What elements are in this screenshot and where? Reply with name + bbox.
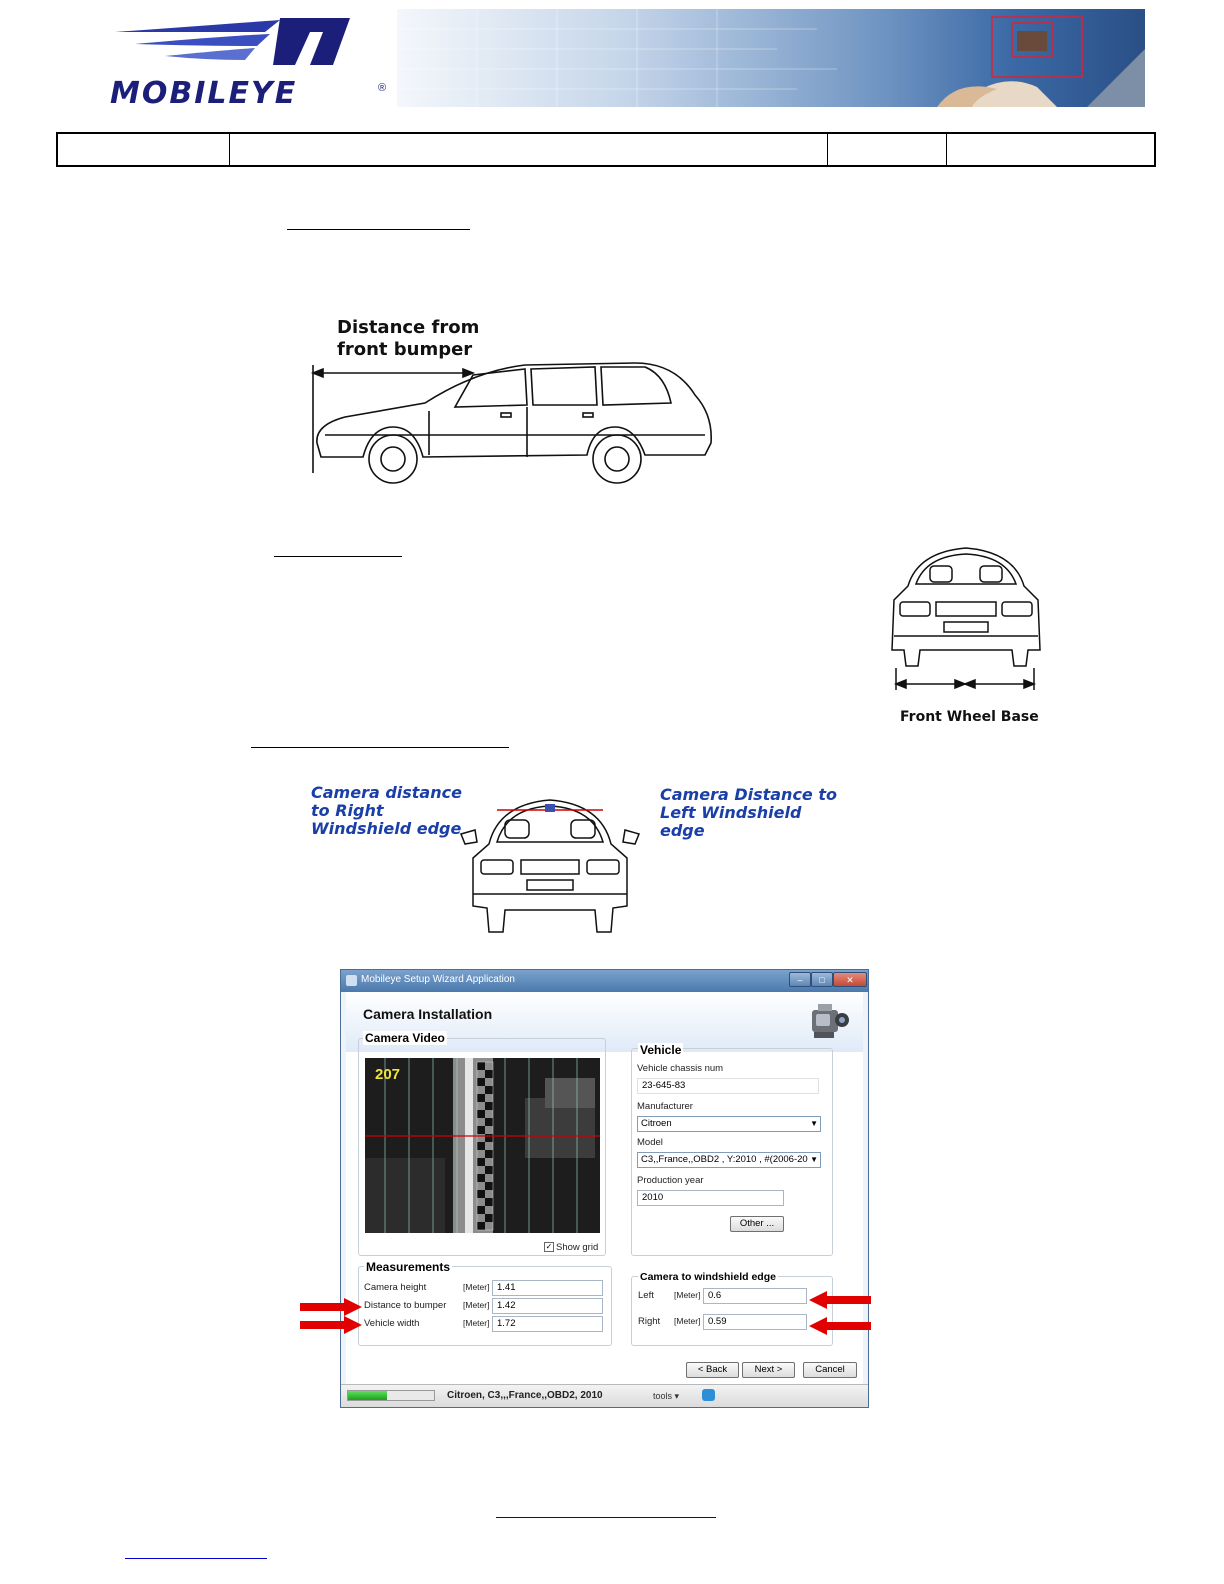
car-windshield-view-icon — [455, 790, 645, 940]
red-arrow-left-icon — [809, 1317, 871, 1335]
tools-label: tools — [653, 1391, 673, 1401]
red-arrow-left-icon — [809, 1291, 871, 1309]
windshield-edge-group-title: Camera to windshield edge — [640, 1271, 776, 1283]
section-heading-underline — [287, 229, 470, 230]
right-edge-field[interactable]: 0.59 — [703, 1314, 807, 1330]
left-edge-label-line3: edge — [660, 821, 705, 840]
left-edge-label: Left — [638, 1290, 654, 1301]
vehicle-width-field[interactable]: 1.72 — [492, 1316, 603, 1332]
side-view-label-line2: front bumper — [337, 339, 473, 360]
car-front-view-icon — [878, 540, 1053, 695]
wizard-client-area — [346, 992, 863, 1398]
right-edge-label-line1: Camera distance — [311, 783, 462, 802]
vehicle-group-title: Vehicle — [640, 1043, 682, 1057]
right-edge-label-line2: to Right — [311, 801, 384, 820]
status-text: Citroen, C3,,,France,,OBD2, 2010 — [447, 1390, 603, 1401]
manufacturer-select[interactable] — [637, 1116, 821, 1132]
distance-to-bumper-unit: [Meter] — [463, 1300, 490, 1310]
footer-link-underline[interactable] — [496, 1517, 716, 1518]
car-side-view-icon — [305, 355, 720, 495]
left-edge-unit: [Meter] — [674, 1290, 701, 1300]
camera-height-unit: [Meter] — [463, 1282, 490, 1292]
cancel-button[interactable]: Cancel — [803, 1362, 857, 1378]
section-heading-underline — [251, 747, 509, 748]
distance-to-bumper-label: Distance to bumper — [364, 1300, 447, 1311]
chassis-num-field[interactable]: 23-645-83 — [637, 1078, 819, 1094]
app-icon — [346, 975, 357, 986]
right-edge-unit: [Meter] — [674, 1316, 701, 1326]
vehicle-width-unit: [Meter] — [463, 1318, 490, 1328]
camera-video-group-title: Camera Video — [365, 1031, 445, 1045]
tools-menu[interactable]: tools ▾ — [653, 1391, 680, 1401]
window-title: Mobileye Setup Wizard Application — [361, 974, 515, 985]
section-heading-underline — [274, 556, 402, 557]
distance-to-bumper-field[interactable]: 1.42 — [492, 1298, 603, 1314]
maximize-button[interactable]: □ — [811, 972, 833, 987]
camcorder-icon — [808, 998, 852, 1042]
chevron-down-icon[interactable]: ▼ — [808, 1153, 818, 1167]
left-edge-label-line2: Left Windshield — [660, 803, 802, 822]
production-year-field[interactable]: 2010 — [637, 1190, 784, 1206]
logo-wordmark: MOBILEYE — [110, 76, 298, 111]
show-grid-checkbox[interactable]: ✓ — [545, 1242, 553, 1251]
minimize-button[interactable]: – — [789, 972, 811, 987]
next-button[interactable]: Next > — [742, 1362, 795, 1378]
back-button[interactable]: < Back — [686, 1362, 739, 1378]
production-year-label: Production year — [637, 1175, 704, 1186]
footer-link-underline[interactable] — [125, 1558, 267, 1559]
header-banner-image — [397, 9, 1145, 107]
status-bar — [341, 1384, 868, 1408]
setup-wizard-window — [340, 969, 869, 1408]
model-label: Model — [637, 1137, 663, 1148]
page-title: Camera Installation — [363, 1006, 493, 1022]
header-cell — [58, 134, 230, 165]
camera-video-feed — [365, 1058, 600, 1233]
right-edge-label: Right — [638, 1316, 661, 1327]
left-edge-label-line1: Camera Distance to — [660, 785, 837, 804]
manufacturer-label: Manufacturer — [637, 1101, 693, 1112]
manufacturer-select-value: Citroen — [641, 1118, 672, 1129]
left-edge-field[interactable]: 0.6 — [703, 1288, 807, 1304]
windshield-edge-group — [631, 1276, 833, 1346]
header-cell — [230, 134, 828, 165]
model-select-value: C3,,France,,OBD2 , Y:2010 , #(2006-20 — [641, 1154, 808, 1165]
header-cell — [828, 134, 947, 165]
document-header-table — [56, 132, 1156, 167]
other-button[interactable]: Other ... — [730, 1216, 784, 1232]
close-button[interactable]: ✕ — [833, 972, 867, 987]
right-edge-label-line3: Windshield edge — [311, 819, 462, 838]
chassis-num-label: Vehicle chassis num — [637, 1063, 724, 1074]
red-arrow-right-icon — [300, 1298, 362, 1316]
front-wheel-base-label: Front Wheel Base — [900, 709, 1039, 725]
mobileye-logo — [105, 10, 395, 110]
measurements-group-title: Measurements — [366, 1260, 451, 1274]
camera-height-field[interactable]: 1.41 — [492, 1280, 603, 1296]
teamviewer-icon[interactable] — [702, 1389, 715, 1401]
header-cell — [947, 134, 1154, 165]
side-view-label-line1: Distance from — [337, 317, 480, 338]
camera-height-label: Camera height — [364, 1282, 427, 1293]
show-grid-label: Show grid — [556, 1242, 599, 1253]
vehicle-width-label: Vehicle width — [364, 1318, 420, 1329]
progress-bar — [347, 1390, 435, 1401]
chevron-down-icon[interactable]: ▼ — [810, 1119, 818, 1128]
logo-swoosh-icon — [105, 10, 395, 80]
red-arrow-right-icon — [300, 1316, 362, 1334]
progress-bar-fill — [348, 1391, 387, 1400]
window-titlebar[interactable] — [341, 970, 868, 992]
model-select[interactable] — [637, 1152, 821, 1168]
registered-mark: ® — [378, 82, 387, 94]
video-frame-counter: 207 — [375, 1066, 401, 1083]
